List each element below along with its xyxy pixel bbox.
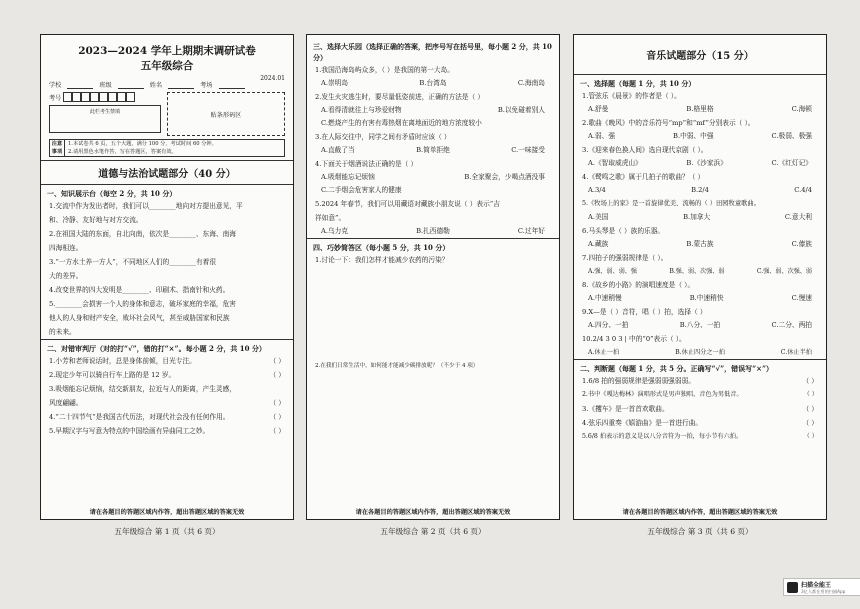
restricted-box: 此栏考生禁填 <box>49 105 161 133</box>
section-title-morality: 道德与法治试题部分（40 分） <box>98 169 236 180</box>
barcode-area: 贴条形码区 <box>167 92 285 136</box>
music-q3: 3.《迎来春色换人间》选自现代京剧（ ）。 <box>582 146 708 154</box>
question-5: 5.________会损害一个人的身体和意志，破坏家庭的幸福，危害 他人的人身和财产安全，败坏社会风气，甚至威胁国家和民族 的未来。 <box>49 300 236 336</box>
scanner-watermark: 扫描全能王 3亿人都在用的扫描App <box>783 578 860 596</box>
choice-3-options: A.直截了当 B.简单拒绝 C.一味接受 <box>321 146 545 154</box>
page-number-3: 五年级综合 第 3 页（共 6 页） <box>647 527 753 536</box>
music-judge-1: 1.6/8 拍的强弱规律是强弱弱强弱弱。 （ ） <box>582 377 818 385</box>
exam-subtitle: 五年级综合 <box>140 60 194 72</box>
exam-page-2: 三、选择大乐园（选择正确的答案，把序号写在括号里，每小题 2 分，共 10 分） 1.我国沿海岛屿众多，（ ）是我国的第一大岛。 A.崇明岛 B.台湾岛 C.海南岛 2.发生火灾逃生时，要尽量低姿前进，正确的方法是（ ） A.看得清就往上与珍爱财物 B.以免碰着别人 C.燃烧产生的有害有毒热烟在离地面近的地方浓度较小 3.在人际交往中，同学之间有矛盾时应该（ ） A.直截了当 B.简单拒绝 C.一味接受 4.下面关于烟酒说法正确的是（ ） A.吸烟能忘记烦恼 B.全家聚会，少喝点酒没事 C.二手烟会危害家人的健康 5.2024 年春节，我们可以用藏语对藏族小朋友说（ ）表示“吉 祥如意”。 A.乌力克 B.扎西德勒 C.过年好 四、巧妙简答区（每小题 5 分，共 10 分） 1.讨论一下：我们怎样才能减少农药的污染？ 2.在我们日常生活中，如何能才能减少碳排放呢？（不少于 4 项） 请在各题目的答题区域内作答，超出答题区域的答案无效 <box>306 34 560 520</box>
choice-3: 3.在人际交往中，同学之间有矛盾时应该（ ） <box>315 133 451 141</box>
page-footer-note: 请在各题目的答题区域内作答，超出答题区域的答案无效 <box>355 509 511 516</box>
music-q7: 7.四拍子的强弱规律是（ ）。 <box>582 254 668 262</box>
music-q2: 2.歌曲《晚风》中的音乐符号“mp”和“mf”分别表示（ ）。 <box>582 119 755 127</box>
music-q10: 10.2/4 3 0 3 | 中的“0”表示（ ）。 <box>582 335 686 343</box>
scanner-app-icon <box>787 582 798 593</box>
choice-2: 2.发生火灾逃生时，要尽量低姿前进，正确的方法是（ ） <box>315 93 485 101</box>
question-2: 2.在祖国大陆的东面，自北向南，依次是________、东海、南海 四海相连。 <box>49 230 236 252</box>
section-1: 一、知识展示台（每空 2 分，共 10 分） <box>47 189 177 198</box>
music-section-2: 二、判断题（每题 1 分，共 5 分。正确写“√”，错误写“×”） <box>580 364 774 373</box>
music-judge-3: 3.《攫车》是一首首欢歌曲。 （ ） <box>582 405 818 413</box>
music-q9: 9.X—是（ ）音符，唱（ ）拍，选择（ ） <box>582 308 707 316</box>
choice-1: 1.我国沿海岛屿众多，（ ）是我国的第一大岛。 <box>315 66 454 74</box>
room-label: 考场 <box>200 82 213 89</box>
music-judge-4: 4.弦乐四重奏《嬉游曲》是一首进行曲。 （ ） <box>582 419 818 427</box>
judge-3: 3.吸烟能忘记烦恼，结交新朋友，拉近与人的距离，产生灵感， 风度翩翩。 （ ） <box>49 385 285 407</box>
judge-4: 4.“二十四节气”是我国古代历法，对现代社会没有任何作用。 （ ） <box>49 413 285 421</box>
notice-box: 注意事项 1.本试卷共 6 页，五个大题，满分 100 分，考试时间 60 分钟。 2.请用黑色水笔作答，写在答题区，答案有效。 <box>49 139 285 157</box>
info-row <box>49 80 285 89</box>
school-label: 学校 <box>49 82 62 89</box>
id-barcode-area <box>49 92 285 136</box>
choice-2-options: A.看得清就往上与珍爱财物 B.以免碰着别人 <box>321 106 545 114</box>
choice-1-options: A.崇明岛 B.台湾岛 C.海南岛 <box>321 79 545 87</box>
answer-question-1: 1.讨论一下：我们怎样才能减少农药的污染？ <box>315 256 449 264</box>
music-judge-2: 2.书中《嘎达梅林》演唱形式是男声独唱，音色为男低音。 （ ） <box>582 391 818 398</box>
section-2: 二、对错审判厅（对的打“√”，错的打“×”。每小题 2 分，共 10 分） <box>47 344 266 353</box>
page-footer-note: 请在各题目的答题区域内作答，超出答题区域的答案无效 <box>622 509 778 516</box>
exam-page-1 <box>40 34 294 520</box>
judge-2: 2.现定少年可以骑自行车上路的是 12 岁。 （ ） <box>49 371 285 379</box>
examno-label: 考号 <box>49 94 62 102</box>
question-1: 1.交流中作为发出者时，我们可以________地向对方提出意见，平 和、冷静、友好地与对方交流。 <box>49 202 243 224</box>
exam-title: 2023—2024 学年上期期末调研试卷 <box>78 45 256 57</box>
section-title-music: 音乐试题部分（15 分） <box>646 51 754 62</box>
music-section-1: 一、选择题（每题 1 分，共 10 分） <box>580 79 696 88</box>
answer-space-2[interactable] <box>307 373 559 473</box>
name-label: 姓名 <box>149 82 163 89</box>
choice-5: 5.2024 年春节，我们可以用藏语对藏族小朋友说（ ）表示“吉 祥如意”。 <box>315 200 500 222</box>
exam-date: 2024.01 <box>260 75 285 82</box>
exam-page-3: 音乐试题部分（15 分） 一、选择题（每题 1 分，共 10 分） 1.管弦乐《晨景》的作者是（ ）。 A.舒曼 B.格里格 C.海顿 2.歌曲《晚风》中的音乐符号“mp”和“mf”分别表示（ ）。 A.弱、强 B.中弱、中强 C.极弱、极强 3.《迎来春色换人间》选自现代京剧（ ）。 A.《智取威虎山》 B.《沙家浜》 C.《红灯记》 4.《鹭鸣之歌》属于几拍子的歌曲？（ ） A.3/4 B.2/4 C.4/4 5.《牧场上的家》是一首旋律优美、流畅的（ ）田园牧童歌曲。 A.美国 B.加拿大 C.意大利 6.马头琴是（ ）族的乐器。 A.藏族 B.蒙古族 C.傣族 7.四拍子的强弱规律是（ ）。 A.强、弱、弱、强 B.强、弱、次强、弱 C.强、弱、次强、弱 8.《故乡的小路》的演唱速度是（ ）。 A.中速稍慢 B.中速稍快 C.慢速 9.X—是（ ）音符，唱（ ）拍，选择（ ） A.四分、一拍 B.八分、一拍 C.二分、两拍 10.2/4 3 0 3 | 中的“0”表示（ ）。 A.休止一拍 B.休止四分之一拍 C.休止半拍 二、判断题（每题 1 分，共 5 分。正确写“√”，错误写“×”） 1.6/8 拍的强弱规律是强弱弱强弱弱。 （ ） 2.书中《嘎达梅林》演唱形式是男声独唱，音色为男低音。 （ ） 3.《攫车》是一首首欢歌曲。 （ ） 4.弦乐四重奏《嬉游曲》是一首进行曲。 （ ） 5.6/8 拍表示的意义是以八分音符为一拍，每小节有六拍。 （ ） 请在各题目的答题区域内作答，超出答题区域的答案无效 <box>573 34 827 520</box>
page-number-1: 五年级综合 第 1 页（共 6 页） <box>114 527 220 536</box>
music-q4: 4.《鹭鸣之歌》属于几拍子的歌曲？（ ） <box>582 173 705 181</box>
answer-space-1[interactable] <box>307 267 559 359</box>
section-4: 四、巧妙简答区（每小题 5 分，共 10 分） <box>313 243 450 252</box>
question-3: 3.“一方水土养一方人”，不同地区人们的________有着很 大的差异。 <box>49 258 217 280</box>
choice-4-options: A.吸烟能忘记烦恼 B.全家聚会，少喝点酒没事 <box>321 173 545 181</box>
choice-4: 4.下面关于烟酒说法正确的是（ ） <box>315 160 418 168</box>
page-number-2: 五年级综合 第 2 页（共 6 页） <box>380 527 486 536</box>
music-q6: 6.马头琴是（ ）族的乐器。 <box>582 227 665 235</box>
answer-question-2: 2.在我们日常生活中，如何能才能减少碳排放呢？（不少于 4 项） <box>315 363 479 369</box>
question-4: 4.改变世界的四大发明是________、印刷术、指南针和火药。 <box>49 286 230 294</box>
judge-1: 1.小芳和老师说话时，总是身体前倾，目光专注。 （ ） <box>49 357 285 365</box>
judge-5: 5.早期汉字与写意为特点的中国绘画有异曲同工之妙。 （ ） <box>49 427 285 435</box>
music-q5: 5.《牧场上的家》是一首旋律优美、流畅的（ ）田园牧童歌曲。 <box>582 200 761 207</box>
choice-5-options: A.乌力克 B.扎西德勒 C.过年好 <box>321 227 545 235</box>
music-q8: 8.《故乡的小路》的演唱速度是（ ）。 <box>582 281 695 289</box>
section-3: 三、选择大乐园（选择正确的答案，把序号写在括号里，每小题 2 分，共 10 分） <box>313 42 552 62</box>
music-q1: 1.管弦乐《晨景》的作者是（ ）。 <box>582 92 681 100</box>
class-label: 班级 <box>99 82 112 89</box>
music-judge-5: 5.6/8 拍表示的意义是以八分音符为一拍，每小节有六拍。 （ ） <box>582 433 818 440</box>
page-footer-note: 请在各题目的答题区域内作答，超出答题区域的答案无效 <box>89 509 245 516</box>
